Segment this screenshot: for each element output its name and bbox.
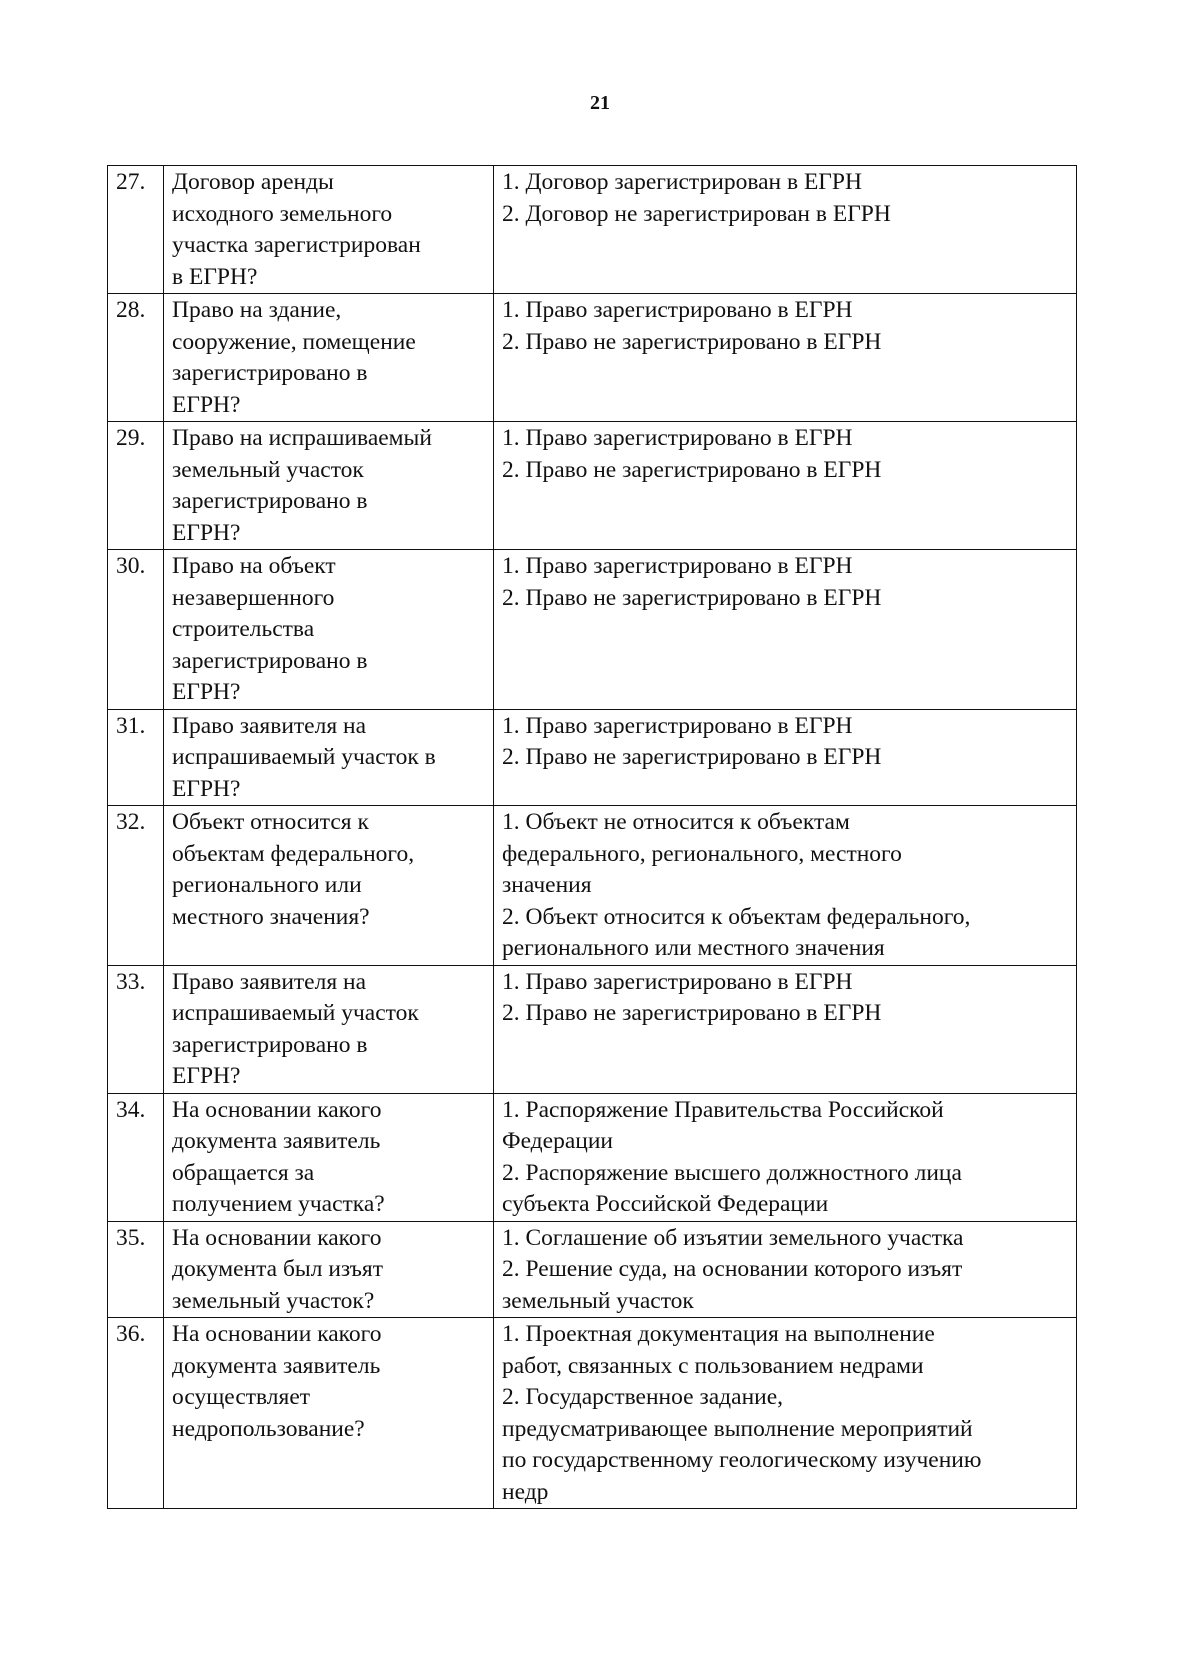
row-number: 27. (108, 166, 164, 294)
answers-cell: 1. Договор зарегистрирован в ЕГРН 2. Договор не зарегистрирован в ЕГРН (494, 166, 1077, 294)
page-number: 21 (590, 92, 610, 114)
row-number: 36. (108, 1318, 164, 1509)
question-cell: Право на испрашиваемый земельный участок зарегистрировано в ЕГРН? (164, 422, 494, 550)
question-cell: Право на объект незавершенного строительства зарегистрировано в ЕГРН? (164, 550, 494, 710)
row-number: 32. (108, 806, 164, 966)
answers-cell: 1. Распоряжение Правительства Российской Федерации 2. Распоряжение высшего должностного лица субъекта Российской Федерации (494, 1093, 1077, 1221)
row-number: 29. (108, 422, 164, 550)
table-row (108, 1318, 1077, 1509)
question-cell: Договор аренды исходного земельного участка зарегистрирован в ЕГРН? (164, 166, 494, 294)
question-cell: Право на здание, сооружение, помещение зарегистрировано в ЕГРН? (164, 294, 494, 422)
table-row (108, 550, 1077, 710)
table-row (108, 709, 1077, 806)
answers-cell: 1. Право зарегистрировано в ЕГРН 2. Право не зарегистрировано в ЕГРН (494, 550, 1077, 710)
answers-cell: 1. Право зарегистрировано в ЕГРН 2. Право не зарегистрировано в ЕГРН (494, 709, 1077, 806)
row-number: 35. (108, 1221, 164, 1318)
table-row (108, 422, 1077, 550)
row-number: 31. (108, 709, 164, 806)
table-row (108, 1221, 1077, 1318)
table-row (108, 294, 1077, 422)
answers-cell: 1. Проектная документация на выполнение работ, связанных с пользованием недрами 2. Государственное задание, предусматривающее выполнение мероприятий по государственному геологическому изучению недр (494, 1318, 1077, 1509)
question-cell: Объект относится к объектам федерального, регионального или местного значения? (164, 806, 494, 966)
answers-cell: 1. Объект не относится к объектам федерального, регионального, местного значения 2. Объект относится к объектам федерального, регионального или местного значения (494, 806, 1077, 966)
question-cell: Право заявителя на испрашиваемый участок зарегистрировано в ЕГРН? (164, 965, 494, 1093)
row-number: 33. (108, 965, 164, 1093)
question-cell: На основании какого документа был изъят земельный участок? (164, 1221, 494, 1318)
questionnaire-table (107, 165, 1077, 1509)
row-number: 30. (108, 550, 164, 710)
answers-cell: 1. Право зарегистрировано в ЕГРН 2. Право не зарегистрировано в ЕГРН (494, 965, 1077, 1093)
question-cell: На основании какого документа заявитель осуществляет недропользование? (164, 1318, 494, 1509)
row-number: 34. (108, 1093, 164, 1221)
table-row (108, 166, 1077, 294)
answers-cell: 1. Право зарегистрировано в ЕГРН 2. Право не зарегистрировано в ЕГРН (494, 294, 1077, 422)
table-row (108, 1093, 1077, 1221)
answers-cell: 1. Соглашение об изъятии земельного участка 2. Решение суда, на основании которого изъят земельный участок (494, 1221, 1077, 1318)
table-row (108, 965, 1077, 1093)
row-number: 28. (108, 294, 164, 422)
table-row (108, 806, 1077, 966)
answers-cell: 1. Право зарегистрировано в ЕГРН 2. Право не зарегистрировано в ЕГРН (494, 422, 1077, 550)
question-cell: Право заявителя на испрашиваемый участок в ЕГРН? (164, 709, 494, 806)
question-cell: На основании какого документа заявитель обращается за получением участка? (164, 1093, 494, 1221)
